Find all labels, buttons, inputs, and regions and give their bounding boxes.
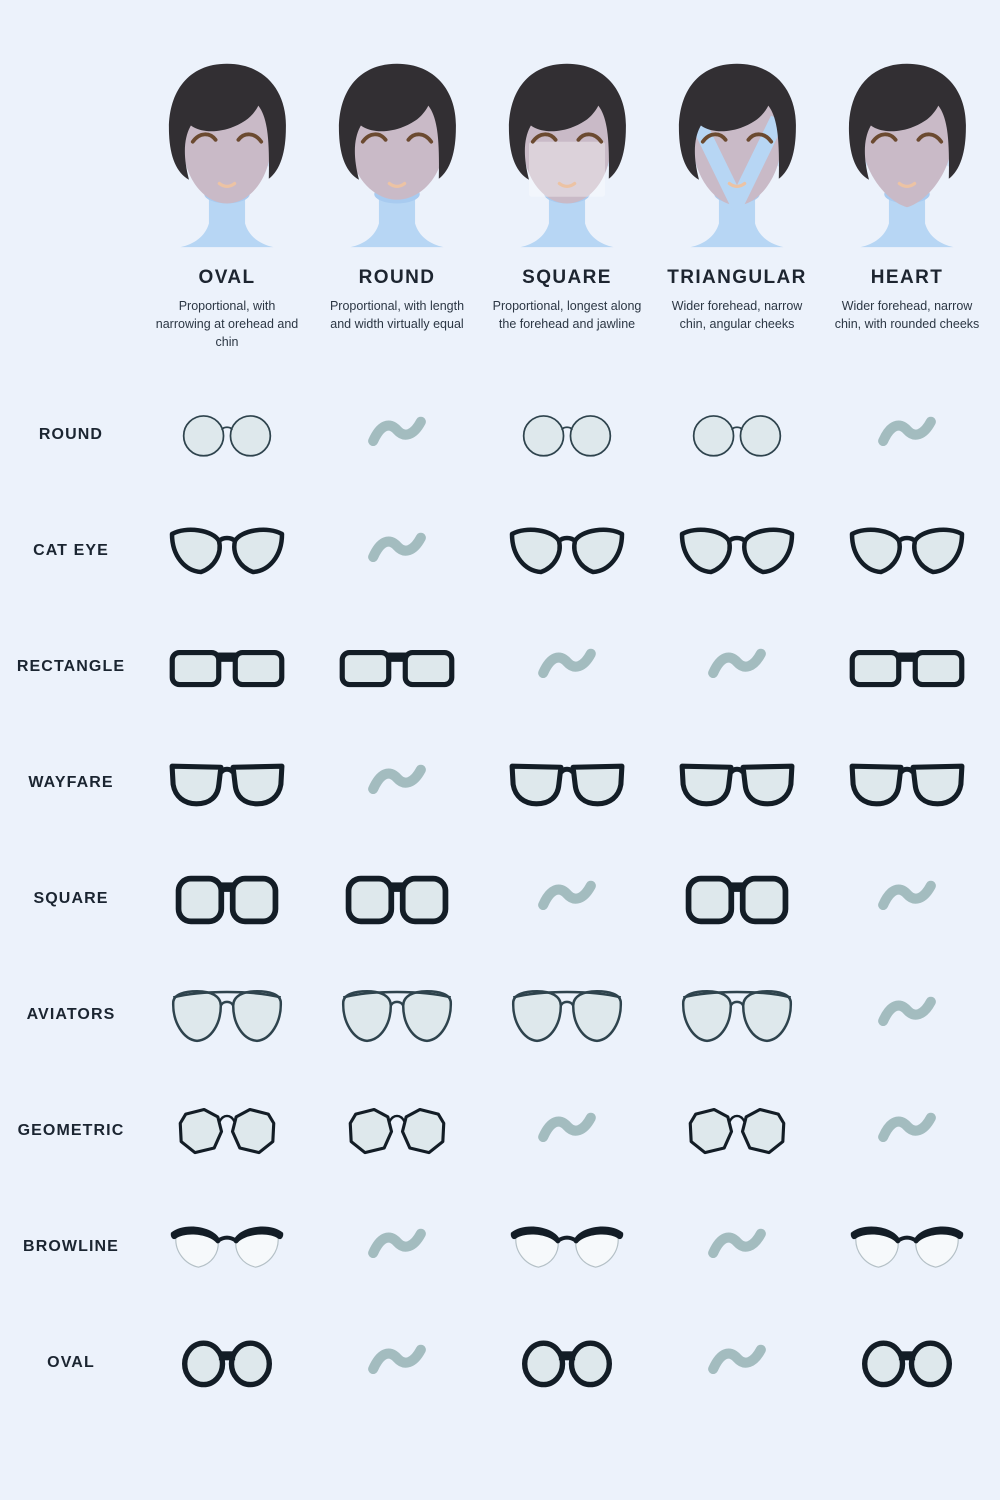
g-round-glasses-icon [175,409,279,461]
face-shape-header-row [0,0,1000,351]
face-shape-name: HEART [870,267,944,288]
not-compatible-cell [652,1336,822,1391]
grid-row-rectangle [0,609,1000,725]
grid-row-cat-eye [0,493,1000,609]
g-round-glasses-icon [515,409,619,461]
face-shape-description: Proportional, with length and width virtually equal [329,299,465,331]
compatible-glasses-cell [312,1104,482,1159]
compatible-glasses-cell [652,871,822,928]
compatible-glasses-cell [142,984,312,1046]
compatible-glasses-cell [652,521,822,581]
face-column-oval [142,60,312,351]
compatible-glasses-cell [652,409,822,461]
compatible-glasses-cell [482,1336,652,1390]
face-column-round [312,60,482,351]
g-oval-glasses-icon [173,1336,281,1390]
g-aviator-glasses-icon [335,984,459,1046]
row-label: GEOMETRIC [17,1122,125,1140]
compatible-glasses-cell [142,521,312,581]
not-compatible-cell [822,988,992,1043]
grid-row-aviators [0,957,1000,1073]
g-aviator-glasses-icon [505,984,629,1046]
g-geometric-glasses-icon [172,1104,282,1159]
face-column-square [482,60,652,351]
grid-row-round [0,377,1000,493]
g-square-glasses-icon [680,871,794,928]
g-browline-glasses-icon [168,1218,286,1277]
compatible-glasses-cell [142,1104,312,1159]
row-label: AVIATORS [26,1006,116,1024]
tilde-icon [852,988,962,1043]
g-cateye-glasses-icon [507,521,627,581]
grid-row-square [0,841,1000,957]
not-compatible-cell [482,1104,652,1159]
tilde-icon [342,408,452,463]
tilde-icon [852,1104,962,1159]
compatibility-grid [0,377,1000,1421]
grid-row-geometric [0,1073,1000,1189]
tilde-icon [682,640,792,695]
compatible-glasses-cell [822,1218,992,1277]
face-shape-description: Wider forehead, narrow chin, with rounded cheeks [834,299,980,331]
g-browline-glasses-icon [508,1218,626,1277]
g-wayfare-glasses-icon [676,753,798,814]
compatible-glasses-cell [652,984,822,1046]
not-compatible-cell [482,872,652,927]
tilde-icon [852,872,962,927]
not-compatible-cell [822,872,992,927]
g-wayfare-glasses-icon [506,753,628,814]
g-square-glasses-icon [170,871,284,928]
compatible-glasses-cell [652,753,822,814]
g-square-glasses-icon [340,871,454,928]
g-cateye-glasses-icon [847,521,967,581]
g-cateye-glasses-icon [167,521,287,581]
compatible-glasses-cell [312,871,482,928]
tilde-icon [342,756,452,811]
row-label: WAYFARE [28,774,114,792]
compatible-glasses-cell [142,409,312,461]
compatible-glasses-cell [822,1336,992,1390]
face-oval-icon [146,60,308,250]
row-label: ROUND [38,426,104,444]
tilde-icon [342,1220,452,1275]
face-shape-name: ROUND [358,267,436,288]
face-round-icon [316,60,478,250]
compatible-glasses-cell [822,521,992,581]
tilde-icon [852,408,962,463]
corner-spacer [0,60,142,351]
not-compatible-cell [312,1220,482,1275]
grid-row-wayfare [0,725,1000,841]
compatible-glasses-cell [312,984,482,1046]
not-compatible-cell [822,408,992,463]
row-label: BROWLINE [23,1238,119,1256]
face-shape-description: Wider forehead, narrow chin, angular cheeks [671,299,803,331]
grid-row-browline [0,1189,1000,1305]
compatible-glasses-cell [652,1104,822,1159]
compatible-glasses-cell [142,871,312,928]
face-triangular-icon [656,60,818,250]
row-label: SQUARE [33,890,109,908]
face-heart-icon [826,60,988,250]
row-label: OVAL [47,1354,95,1372]
compatible-glasses-cell [482,521,652,581]
not-compatible-cell [652,1220,822,1275]
face-column-triangular [652,60,822,351]
g-geometric-glasses-icon [342,1104,452,1159]
not-compatible-cell [312,1336,482,1391]
grid-row-oval [0,1305,1000,1421]
compatible-glasses-cell [312,636,482,698]
tilde-icon [342,1336,452,1391]
g-rectangle-glasses-icon [165,636,289,698]
g-cateye-glasses-icon [677,521,797,581]
compatible-glasses-cell [142,753,312,814]
row-label: CAT EYE [33,542,109,560]
face-shape-name: TRIANGULAR [667,267,807,288]
face-square-icon [486,60,648,250]
not-compatible-cell [822,1104,992,1159]
tilde-icon [342,524,452,579]
compatible-glasses-cell [482,984,652,1046]
compatible-glasses-cell [142,636,312,698]
compatible-glasses-cell [482,409,652,461]
not-compatible-cell [652,640,822,695]
not-compatible-cell [312,524,482,579]
g-wayfare-glasses-icon [846,753,968,814]
compatible-glasses-cell [822,636,992,698]
g-browline-glasses-icon [848,1218,966,1277]
tilde-icon [682,1220,792,1275]
not-compatible-cell [482,640,652,695]
g-aviator-glasses-icon [165,984,289,1046]
compatible-glasses-cell [482,1218,652,1277]
g-round-glasses-icon [685,409,789,461]
face-column-heart [822,60,992,351]
tilde-icon [512,1104,622,1159]
tilde-icon [512,640,622,695]
compatible-glasses-cell [822,753,992,814]
compatible-glasses-cell [142,1218,312,1277]
face-shape-description: Proportional, with narrowing at orehead and chin [155,299,299,349]
compatible-glasses-cell [142,1336,312,1390]
tilde-icon [512,872,622,927]
not-compatible-cell [312,408,482,463]
compatible-glasses-cell [482,753,652,814]
g-rectangle-glasses-icon [845,636,969,698]
g-wayfare-glasses-icon [166,753,288,814]
face-shape-name: OVAL [198,267,256,288]
row-label: RECTANGLE [16,658,126,676]
face-shape-description: Proportional, longest along the forehead and jawline [492,299,642,331]
g-geometric-glasses-icon [682,1104,792,1159]
not-compatible-cell [312,756,482,811]
g-oval-glasses-icon [853,1336,961,1390]
g-oval-glasses-icon [513,1336,621,1390]
g-aviator-glasses-icon [675,984,799,1046]
tilde-icon [682,1336,792,1391]
face-shape-name: SQUARE [522,267,612,288]
g-rectangle-glasses-icon [335,636,459,698]
